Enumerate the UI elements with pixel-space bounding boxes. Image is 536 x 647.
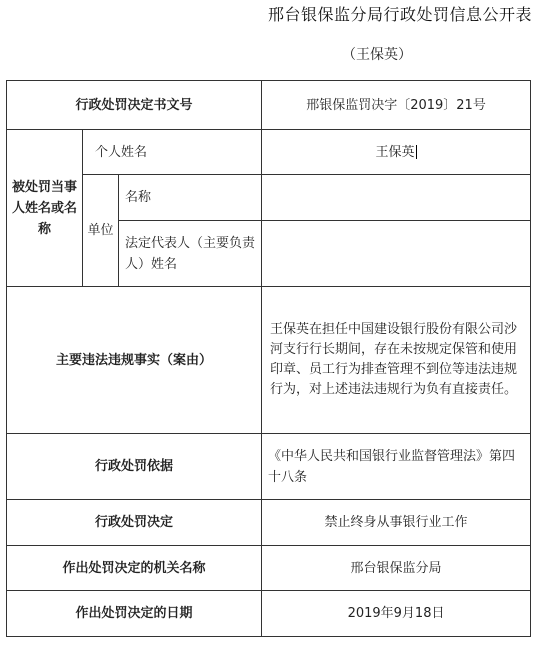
doc-number-value: 邢银保监罚决字〔2019〕21号	[262, 81, 531, 130]
legal-rep-value	[262, 221, 531, 287]
penalty-info-table	[6, 80, 531, 637]
decision-value: 禁止终身从事银行业工作	[262, 500, 531, 546]
table-row	[7, 130, 531, 175]
text-cursor	[416, 145, 417, 159]
table-row	[7, 500, 531, 546]
authority-label: 作出处罚决定的机关名称	[7, 546, 262, 591]
page-subtitle: （王保英）	[342, 47, 412, 63]
party-label: 被处罚当事人姓名或名称	[7, 130, 83, 287]
table-row	[7, 81, 531, 130]
facts-label: 主要违法违规事实（案由）	[7, 287, 262, 434]
date-label: 作出处罚决定的日期	[7, 591, 262, 637]
table-row	[7, 175, 531, 221]
person-name-value: 王保英	[262, 130, 531, 175]
table-row	[7, 287, 531, 434]
unit-name-label: 名称	[119, 175, 262, 221]
table-row	[7, 591, 531, 637]
table-row	[7, 546, 531, 591]
authority-value: 邢台银保监分局	[262, 546, 531, 591]
doc-number-label: 行政处罚决定书文号	[7, 81, 262, 130]
legal-rep-label: 法定代表人（主要负责人）姓名	[119, 221, 262, 287]
page-title: 邢台银保监分局行政处罚信息公开表	[267, 5, 532, 24]
basis-value: 《中华人民共和国银行业监督管理法》第四十八条	[262, 434, 531, 500]
table-row	[7, 434, 531, 500]
unit-name-value	[262, 175, 531, 221]
unit-label: 单位	[83, 175, 119, 287]
date-value: 2019年9月18日	[262, 591, 531, 637]
person-name-label: 个人姓名	[83, 130, 262, 175]
facts-value: 王保英在担任中国建设银行股份有限公司沙河支行行长期间，存在未按规定保管和使用印章、员工行为排查管理不到位等违法违规行为，对上述违法违规行为负有直接责任。	[262, 287, 531, 434]
decision-label: 行政处罚决定	[7, 500, 262, 546]
basis-label: 行政处罚依据	[7, 434, 262, 500]
